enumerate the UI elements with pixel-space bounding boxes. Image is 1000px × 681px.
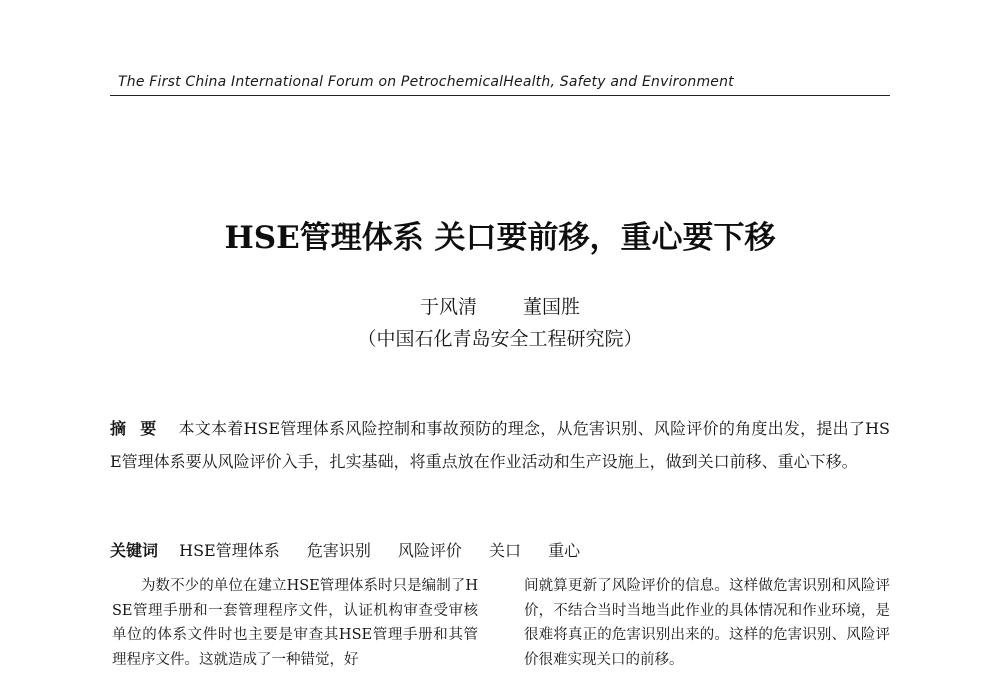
keywords-label: 关键词 (110, 541, 159, 560)
keyword: 重心 (548, 541, 581, 560)
keywords (110, 538, 890, 561)
body-column-right: 间就算更新了风险评价的信息。这样做危害识别和风险评价，不结合当时当地当此作业的具体情况和作业环境，是很难将真正的危害识别出来的。这样的危害识别、风险评价很难实现关口的前移。 (524, 578, 890, 668)
abstract-text: 本文本着HSE管理体系风险控制和事故预防的理念，从危害识别、风险评价的角度出发，提出了HSE管理体系要从风险评价入手，扎实基础，将重点放在作业活动和生产设施上，做到关口前移、重心下移。 (110, 419, 890, 471)
paper-title: HSE管理体系 关口要前移，重心要下移 (224, 220, 776, 256)
header-rule (110, 95, 890, 96)
keyword: 关口 (489, 541, 522, 560)
running-header: The First China International Forum on PetrochemicalHealth, Safety and Environment (118, 74, 734, 90)
affiliation: （中国石化青岛安全工程研究院） (357, 328, 643, 350)
abstract (110, 412, 890, 478)
abstract-label: 摘要 (110, 419, 171, 438)
body-column-left: 为数不少的单位在建立HSE管理体系时只是编制了HSE管理手册和一套管理程序文件，认证机构审查受审核单位的体系文件时也主要是审查其HSE管理手册和其管理程序文件。这就造成了一种错觉，好 (112, 578, 478, 668)
keyword: HSE管理体系 (179, 541, 280, 560)
keyword: 风险评价 (397, 541, 462, 560)
author-name: 董国胜 (523, 296, 581, 318)
keyword: 危害识别 (306, 541, 371, 560)
author-list (0, 292, 1000, 319)
author-name: 于风清 (419, 296, 477, 318)
